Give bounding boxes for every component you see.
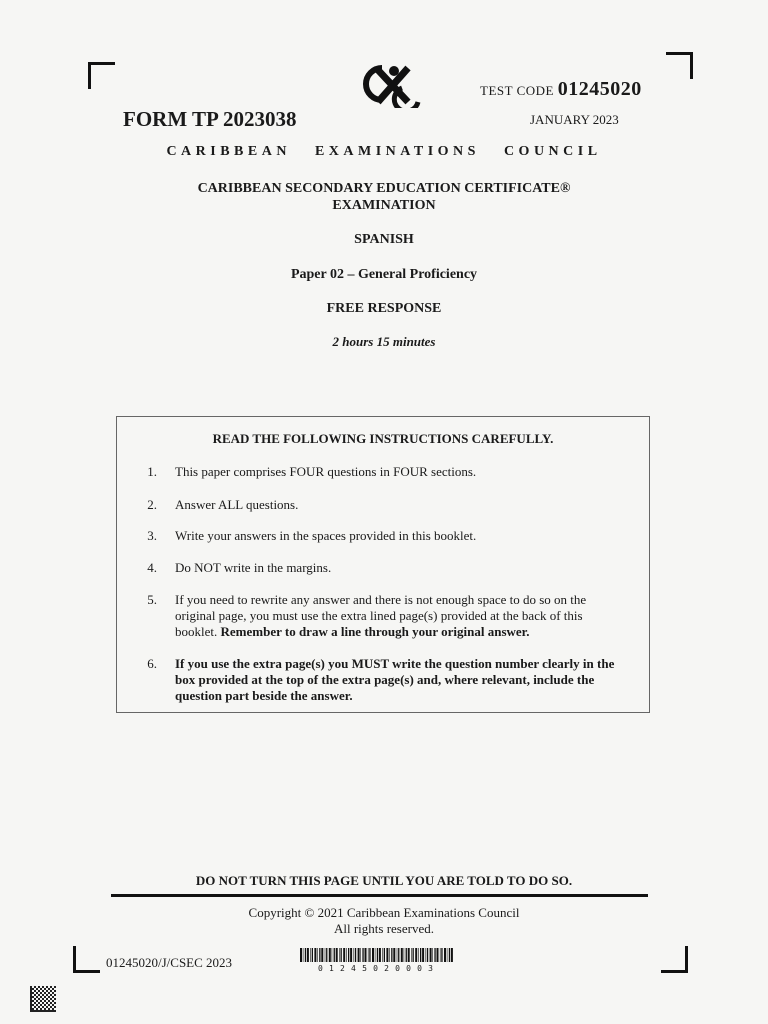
barcode-bar [426,948,427,962]
barcode-bar [358,948,360,962]
barcode-bar [307,948,309,962]
instructions-box: READ THE FOLLOWING INSTRUCTIONS CAREFULLY. 1. This paper comprises FOUR questions in FOUR sections. 2. Answer ALL questions. 3. Write your answers in the spaces provided in this booklet. 4. Do NOT write in the margins. 5. If you need to rewrite any answer and there is not enough space to do so on the original page, you must use the extra lined page(s) provided at the back of this booklet. Remember to draw a line through your original answer. 6. If you use the extra page(s) you MUST write the question number clearly in the box provided at the top of the extra page(s) and, where relevant, include the question part beside the answer. [116,416,650,713]
datamatrix-cell [48,1000,50,1002]
barcode-bar [406,948,407,962]
datamatrix-cell [32,992,34,994]
datamatrix-cell [40,996,42,998]
datamatrix-cell [52,996,54,998]
datamatrix-cell [50,998,52,1000]
datamatrix-cell [30,1004,32,1006]
datamatrix-cell [54,990,56,992]
barcode-bar [325,948,326,962]
datamatrix-cell [40,1004,42,1006]
datamatrix-cell [42,1010,44,1012]
barcode-bar [422,948,424,962]
barcode-bar [355,948,356,962]
datamatrix-cell [50,1002,52,1004]
barcode-bar [350,948,352,962]
barcode-bar [368,948,369,962]
barcode-bar [440,948,441,962]
datamatrix-cell [50,990,52,992]
datamatrix-cell [52,988,54,990]
datamatrix-cell [30,996,32,998]
barcode-bar [411,948,412,962]
datamatrix-cell [54,1002,56,1004]
datamatrix-cell [54,1006,56,1008]
barcode-bar [449,948,450,962]
barcode-bar [312,948,313,962]
barcode-bar [346,948,347,962]
duration: 2 hours 15 minutes [332,334,436,349]
datamatrix-cell [36,996,38,998]
datamatrix-cell [48,988,50,990]
barcode-bar [386,948,388,962]
barcode-bar [300,948,302,962]
barcode-bar [365,948,367,962]
datamatrix-cell [48,1010,50,1012]
datamatrix-cell [30,1010,32,1012]
datamatrix-cell [50,994,52,996]
test-code-label: TEST CODE [480,83,554,98]
barcode-bar [420,948,421,962]
datamatrix-cell [52,1004,54,1006]
datamatrix-cell [54,1010,56,1012]
datamatrix-cell [44,996,46,998]
copyright: Copyright © 2021 Caribbean Examinations Council All rights reserved. [248,905,520,936]
barcode-bar [332,948,333,962]
barcode-bar [305,948,306,962]
paper-code: 01245020/J/CSEC 2023 [106,955,233,970]
datamatrix-cell [38,994,40,996]
barcode-bar [372,948,374,962]
corner-mark-top-left [88,62,115,89]
datamatrix-cell [36,992,38,994]
datamatrix-cell [38,986,40,988]
council-name: CARIBBEAN EXAMINATIONS COUNCIL [166,144,602,159]
datamatrix-cell [38,1010,40,1012]
datamatrix-cell [46,1010,48,1012]
certificate-title: CARIBBEAN SECONDARY EDUCATION CERTIFICATE® EXAMINATION [197,181,571,213]
datamatrix-cell [54,986,56,988]
datamatrix-cell [40,988,42,990]
barcode-bar [375,948,376,962]
response-type: FREE RESPONSE [326,301,442,316]
datamatrix-cell [46,998,48,1000]
datamatrix-cell [30,998,32,1000]
datamatrix-cell [30,986,32,988]
datamatrix-cell [46,986,48,988]
do-not-turn-warning: DO NOT TURN THIS PAGE UNTIL YOU ARE TOLD TO DO SO. [195,873,573,888]
datamatrix-cell [46,1006,48,1008]
corner-mark-bottom-right [661,946,688,973]
datamatrix-cell [52,992,54,994]
datamatrix-cell [44,1000,46,1002]
barcode-bar [317,948,318,962]
barcode-bar [393,948,395,962]
datamatrix-cell [32,1008,34,1010]
barcode-bar [413,948,414,962]
barcode-bar [427,948,428,962]
datamatrix-cell [48,1004,50,1006]
datamatrix-cell [50,986,52,988]
datamatrix-cell [30,990,32,992]
test-code-number: 01245020 [557,78,642,100]
instructions-heading: READ THE FOLLOWING INSTRUCTIONS CAREFULLY. [212,431,554,446]
barcode-bar [339,948,340,962]
datamatrix-cell [30,992,32,994]
paper-title: Paper 02 – General Proficiency [290,267,478,282]
datamatrix-cell [42,1006,44,1008]
datamatrix-cell [40,1008,42,1010]
datamatrix-cell [38,1006,40,1008]
datamatrix-cell [36,1000,38,1002]
datamatrix-cell [44,1010,46,1012]
datamatrix-cell [36,988,38,990]
datamatrix-cell [46,1002,48,1004]
datamatrix-cell [42,990,44,992]
datamatrix-cell [48,1008,50,1010]
datamatrix-cell [38,1002,40,1004]
barcode-bar [379,948,381,962]
datamatrix-cell [30,1008,32,1010]
datamatrix-cell [40,1000,42,1002]
barcode-bar [362,948,363,962]
datamatrix-cell [42,986,44,988]
datamatrix-cell [52,1008,54,1010]
exam-date: JANUARY 2023 [530,112,619,127]
corner-mark-top-right [666,52,693,79]
datamatrix-cell [36,1010,38,1012]
datamatrix-cell [54,994,56,996]
datamatrix-cell [34,998,36,1000]
barcode-bar [369,948,370,962]
barcode-bar [391,948,392,962]
barcode-bar [354,948,355,962]
datamatrix-cell [48,996,50,998]
barcode-bar [329,948,331,962]
barcode-bar [418,948,419,962]
datamatrix-cell [52,1000,54,1002]
datamatrix-cell [32,996,34,998]
barcode-bar [397,948,398,962]
datamatrix-cell [32,1004,34,1006]
barcode [300,948,454,962]
datamatrix-cell [48,992,50,994]
barcode-bar [401,948,403,962]
datamatrix-cell [50,1006,52,1008]
datamatrix-cell [30,1002,32,1004]
barcode-bar [408,948,410,962]
divider [111,894,648,897]
datamatrix-cell [34,1006,36,1008]
barcode-bar [319,948,320,962]
barcode-bar [341,948,342,962]
form-code: FORM TP 2023038 [123,107,297,131]
cxc-logo [356,62,422,108]
barcode-bar [321,948,323,962]
barcode-bar [377,948,378,962]
datamatrix-cell [34,994,36,996]
datamatrix-cell [40,992,42,994]
barcode-bar [434,948,435,962]
barcode-bar [441,948,442,962]
subject: SPANISH [354,232,414,247]
barcode-bar [444,948,446,962]
barcode-bar [432,948,433,962]
datamatrix-cell [54,998,56,1000]
datamatrix-cell [30,994,32,996]
barcode-bar [343,948,345,962]
datamatrix-cell [34,1002,36,1004]
test-code [480,78,642,101]
datamatrix-cell [38,998,40,1000]
datamatrix-cell [50,1010,52,1012]
datamatrix-cell [46,990,48,992]
barcode-bar [437,948,439,962]
datamatrix-cell [42,998,44,1000]
datamatrix-cell [34,1010,36,1012]
datamatrix-cell [38,990,40,992]
datamatrix-cell [30,1006,32,1008]
corner-mark-bottom-left [73,946,100,973]
barcode-bar [360,948,361,962]
barcode-bar [382,948,383,962]
barcode-bar [348,948,349,962]
datamatrix-cell [44,1008,46,1010]
barcode-bar [389,948,390,962]
barcode-bar [310,948,311,962]
datamatrix-cell [44,988,46,990]
barcode-bar [404,948,405,962]
barcode-bar [398,948,399,962]
barcode-bar [447,948,448,962]
datamatrix-cell [30,1000,32,1002]
datamatrix-cell [36,1004,38,1006]
datamatrix-cell [32,1000,34,1002]
barcode-number: 01245020003 [318,964,440,973]
datamatrix-cell [34,986,36,988]
datamatrix-cell [36,1008,38,1010]
barcode-bar [314,948,316,962]
datamatrix-cell [32,988,34,990]
datamatrix-code [30,986,56,1012]
barcode-bar [303,948,304,962]
barcode-bar [336,948,338,962]
barcode-bar [415,948,417,962]
datamatrix-cell [34,990,36,992]
datamatrix-cell [44,992,46,994]
datamatrix-cell [32,1010,34,1012]
datamatrix-cell [40,1010,42,1012]
datamatrix-cell [44,1004,46,1006]
barcode-bar [451,948,453,962]
datamatrix-cell [30,988,32,990]
barcode-bar [326,948,327,962]
barcode-bar [430,948,432,962]
datamatrix-cell [42,994,44,996]
datamatrix-cell [42,1002,44,1004]
barcode-bar [334,948,335,962]
datamatrix-cell [52,1010,54,1012]
barcode-bar [384,948,385,962]
datamatrix-cell [46,994,48,996]
